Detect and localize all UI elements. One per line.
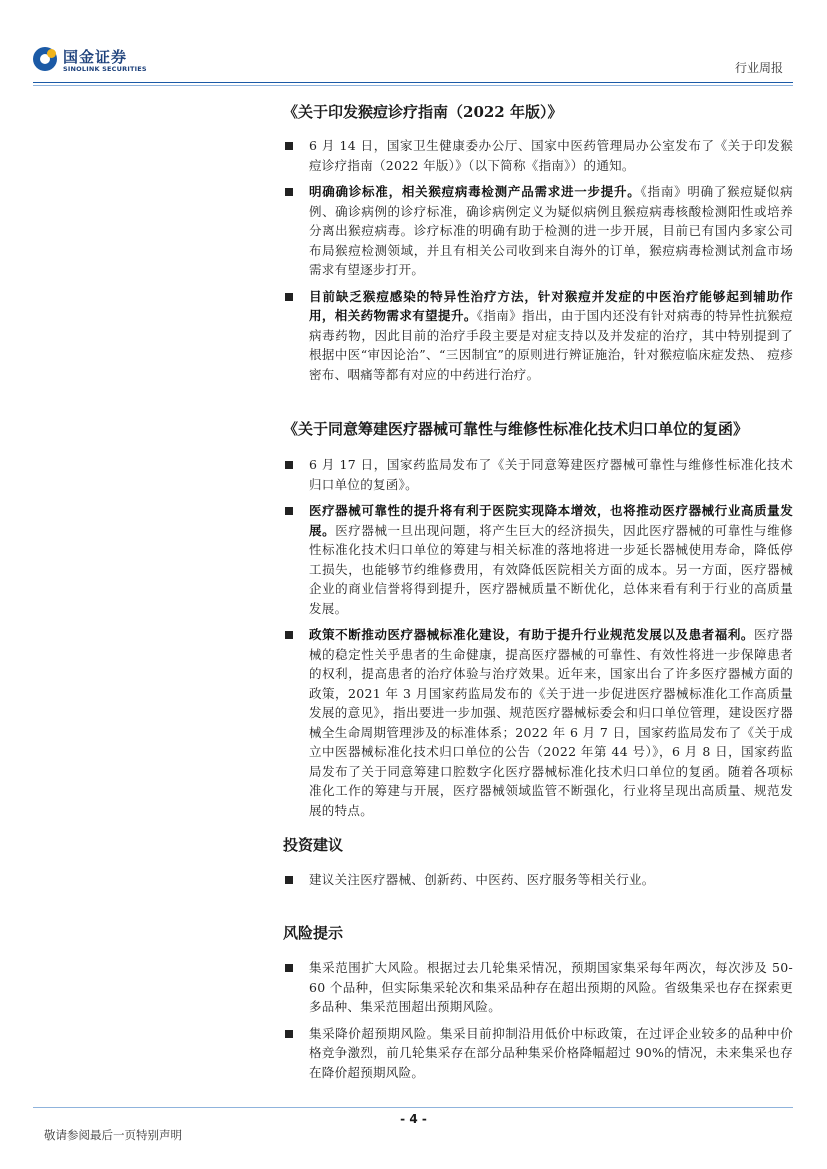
section-title: 投资建议 [283,836,344,854]
list-item: 集采降价超预期风险。集采目前抑制沿用低价中标政策，在过评企业较多的品种中价格竞争激烈，前几轮集采存在部分品种集采价格降幅超过 90%的情况，未来集采也存在降价超预期风险。 [283,1024,793,1083]
bullet-list [283,870,793,890]
disclaimer-note: 敬请参阅最后一页特别声明 [44,1128,182,1142]
square-bullet-icon [285,461,293,469]
list-item: 政策不断推动医疗器械标准化建设，有助于提升行业规范发展以及患者福利。医疗器械的稳定性关乎患者的生命健康，提高医疗器械的可靠性、有效性将进一步保障患者的权利，提高患者的治疗体验与治疗效果。近年来，国家出台了许多医疗器械方面的政策，2021 年 3 月国家药监局发布的《关于进一步促进医疗器械标准化工作高质量发展的意见》，指出要进一步加强、规范医疗器械标委会和归口单位管理，建设医疗器械全生命周期管理涉及的标准体系；2022 年 6 月 7 日，国家药监局发布了《关于成立中医器械标准化技术归口单位的公告（2022 年第 44 号）》，6 月 8 日，国家药监局发布了关于同意筹建口腔数字化医疗器械标准化技术归口单位的复函。随着各项标准化工作的筹建与开展，医疗器械领域监管不断强化，行业将呈现出高质量、规范发展的特点。 [283,625,793,820]
section-title: 《关于同意筹建医疗器械可靠性与维修性标准化技术归口单位的复函》 [283,420,749,438]
footer-divider [33,1107,793,1108]
logo-icon [33,47,57,71]
bullet-list [283,136,793,384]
bullet-list [283,958,793,1082]
square-bullet-icon [285,1030,293,1038]
page-header [0,0,827,90]
square-bullet-icon [285,964,293,972]
list-item: 建议关注医疗器械、创新药、中医药、医疗服务等相关行业。 [283,870,793,890]
section-title: 《关于印发猴痘诊疗指南（2022 年版）》 [283,103,563,121]
list-item: 医疗器械可靠性的提升将有利于医院实现降本增效，也将推动医疗器械行业高质量发展。医疗器械一旦出现问题，将产生巨大的经济损失，因此医疗器械的可靠性与维修性标准化技术归口单位的筹建与相关标准的落地将进一步延长器械使用寿命，降低停工损失，也能够节约维修费用，有效降低医院相关方面的成本。另一方面，医疗器械企业的商业信誉将得到提升，医疗器械质量不断优化，总体来看有利于行业的高质量发展。 [283,501,793,618]
list-item: 集采范围扩大风险。根据过去几轮集采情况，预期国家集采每年两次，每次涉及 50-60 个品种，但实际集采轮次和集采品种存在超出预期的风险。省级集采也存在探索更多品种、集采范围超出预期风险。 [283,958,793,1017]
square-bullet-icon [285,142,293,150]
logo-chinese-name: 国金证券 [63,48,128,66]
square-bullet-icon [285,507,293,515]
square-bullet-icon [285,293,293,301]
header-divider [33,82,793,83]
report-type: 行业周报 [734,61,783,75]
list-item: 6 月 14 日，国家卫生健康委办公厅、国家中医药管理局办公室发布了《关于印发猴痘诊疗指南（2022 年版）》（以下简称《指南》）的通知。 [283,136,793,175]
list-item: 明确确诊标准，相关猴痘病毒检测产品需求进一步提升。《指南》明确了猴痘疑似病例、确诊病例的诊疗标准，确诊病例定义为疑似病例且猴痘病毒核酸检测阳性或培养分离出猴痘病毒。诊疗标准的明确有助于检测的进一步开展，目前已有国内多家公司布局猴痘检测领域，并且有相关公司收到来自海外的订单，猴痘病毒检测试剂盒市场需求有望逐步打开。 [283,182,793,280]
bullet-list [283,455,793,820]
list-item: 6 月 17 日，国家药监局发布了《关于同意筹建医疗器械可靠性与维修性标准化技术归口单位的复函》。 [283,455,793,494]
list-item: 目前缺乏猴痘感染的特异性治疗方法，针对猴痘并发症的中医治疗能够起到辅助作用，相关药物需求有望提升。《指南》指出，由于国内还没有针对病毒的特异性抗猴痘病毒药物，因此目前的治疗手段主要是对症支持以及并发症的治疗，其中特别提到了根据中医“审因论治”、“三因制宜”的原则进行辨证施治，针对猴痘临床症发热、 痘疹密布、咽痛等都有对应的中药进行治疗。 [283,287,793,385]
square-bullet-icon [285,876,293,884]
page-number: - 4 - [400,1112,427,1126]
header-divider-secondary [33,85,793,86]
company-logo [33,47,153,77]
logo-english-name: SINOLINK SECURITIES [63,65,147,73]
square-bullet-icon [285,188,293,196]
section-title: 风险提示 [283,924,344,942]
square-bullet-icon [285,631,293,639]
